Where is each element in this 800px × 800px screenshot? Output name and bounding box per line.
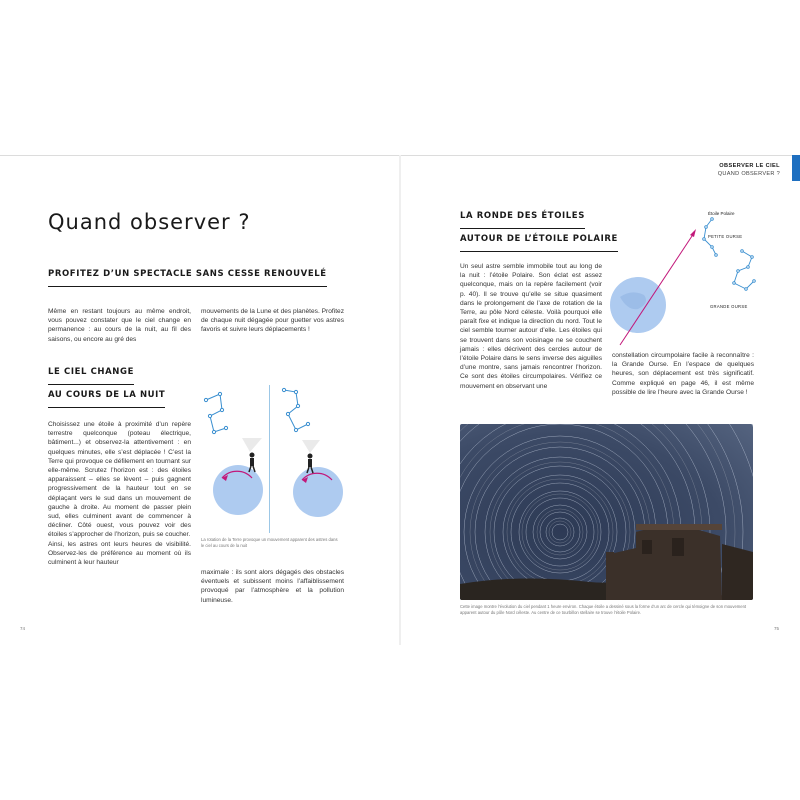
ronde-line2: AUTOUR DE L’ÉTOILE POLAIRE [460, 229, 618, 252]
section-heading-ronde [460, 206, 618, 252]
constellation-right [282, 388, 309, 431]
spectacle-text-col1: Même en restant toujours au même endroit, vous pouvez constater que le ciel change en permanence : au cours de la nuit, au fil des saisons, ou encore au gré des [48, 308, 191, 343]
polaris-diagram [608, 205, 768, 345]
earth-globe-left [213, 465, 263, 515]
label-polaris: Étoile Polaire [708, 211, 735, 216]
constellation-left [204, 392, 227, 433]
observer-left [249, 453, 255, 473]
ciel-change-line1: LE CIEL CHANGE [48, 362, 134, 385]
ronde-text-col1: Un seul astre semble immobile tout au long de la nuit : l’étoile Polaire. Son éclat est assez quelconque, mais on la repère facilement (voir p. 40). Il se trouve qu’elle se situe quasiment dans le prolongement de l’axe de rotation de la Terre, au pôle Nord céleste. Voilà pourquoi elle paraît fixe et indique la direction du nord. Tout le ciel semble tourner autour d’elle. Les étoiles qui se trouvent dans son voisinage ne se couchent jamais : elles décrivent des cercles autour de l’étoile Polaire dans le sens inverse des aiguilles d’une montre, sans jamais rencontrer l’horizon. Ce sont des étoiles circumpolaires. Vérifiez ce mouvement en observant une [460, 263, 602, 390]
label-little-dipper: PETITE OURSE [708, 234, 743, 239]
spectacle-text-col2: mouvements de la Lune et des planètes. Profitez de chaque nuit dégagée pour guetter vos astres favoris et suivre leurs déplacements ! [201, 308, 344, 334]
rotation-figure-caption: La rotation de la Terre provoque un mouvement apparent des astres dans le ciel au cours de la nuit [201, 537, 338, 548]
section-heading-spectacle [48, 264, 327, 287]
earth-rotation-figure [200, 380, 350, 530]
running-head-subsection: QUAND OBSERVER ? [717, 171, 780, 177]
star-trails-caption: Cette image montre l’évolution du ciel pendant 1 heure environ. Chaque étoile a dessiné sous la forme d’un arc de cercle qui témoigne de son mouvement apparent autour du pôle Nord céleste. Au centre de ce tourbillon stellaire se trouve l’étoile Polaire. [460, 604, 747, 615]
label-big-dipper: GRANDE OURSE [710, 304, 748, 309]
ronde-line1: LA RONDE DES ÉTOILES [460, 206, 585, 229]
big-dipper [733, 250, 756, 291]
ciel-change-line2: AU COURS DE LA NUIT [48, 385, 165, 408]
star-trails-photo [460, 424, 753, 600]
book-gutter [399, 155, 401, 645]
running-head [718, 162, 780, 178]
ronde-text-col2: constellation circumpolaire facile à reconnaître : la Grande Ourse. En l’espace de quelques heures, son déplacement est très significatif. Comme expliqué en page 46, il est même possible de lire l’heure avec la Grande Ourse ! [612, 352, 754, 396]
section-heading-spectacle-text: PROFITEZ D’UN SPECTACLE SANS CESSE RENOUVELÉ [48, 264, 327, 287]
chapter-tab [792, 155, 800, 181]
earth-globe-right [293, 467, 343, 517]
page-title: Quand observer ? [48, 210, 251, 234]
ciel-change-text-col2: maximale : ils sont alors dégagés des obstacles éventuels et subissent moins l’affaiblissement provoqué par l’atmosphère et la pollution lumineuse. [201, 569, 344, 604]
page-number-left: 74 [20, 626, 26, 631]
section-heading-ciel-change [48, 362, 165, 408]
ciel-change-text-col1: Choisissez une étoile à proximité d’un repère terrestre quelconque (poteau électrique, bâtiment...) et observez-la attentivement : en quelques minutes, elle s’est déplacée ! C’est la Terre qui provoque ce défilement en tournant sur elle-même. Scrutez l’horizon est : des étoiles apparaissent – elles se lèvent – puis gagnent progressivement de la hauteur tout en se déplaçant vers le sud dans un mouvement de gauche à droite. Au moment de passer plein sud, elles culminent avant de commencer à décliner. Côté ouest, vous pouvez voir des étoiles s’approcher de l’horizon, puis se coucher. Ainsi, les astres ont leurs heures de visibilité. Observez-les de préférence au moment où ils culminent à leur hauteur [48, 421, 191, 567]
page-number-right: 75 [774, 626, 780, 631]
running-head-section: OBSERVER LE CIEL [719, 163, 780, 169]
